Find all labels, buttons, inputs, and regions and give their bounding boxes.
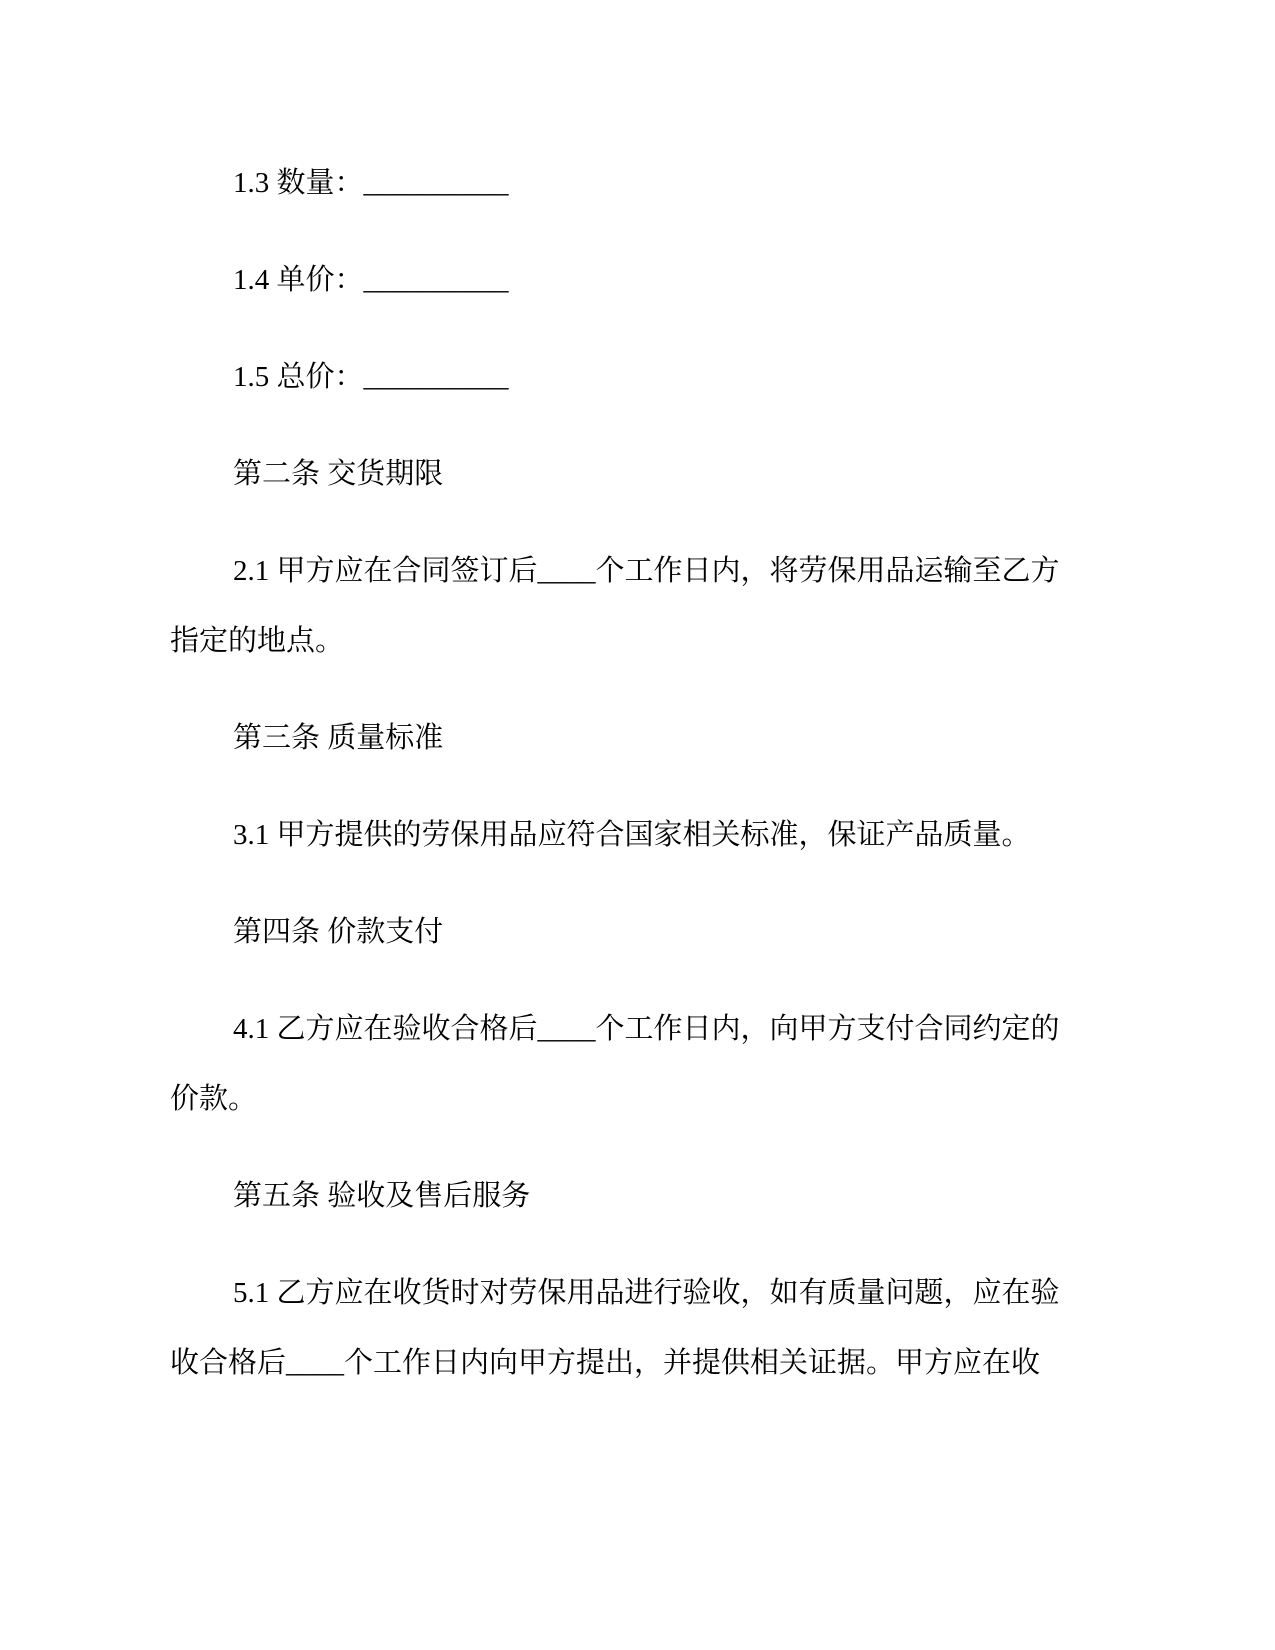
- heading-text: 第二条 交货期限: [233, 458, 444, 490]
- clause-3-1-quality: [170, 800, 1107, 870]
- clause-1-3-quantity: [170, 148, 1107, 218]
- clause-1-4-unit-price: [170, 245, 1107, 315]
- article-4-heading: [170, 897, 1107, 967]
- clause-text-continuation: 收合格后____个工作日内向甲方提出，并提供相关证据。甲方应在收: [170, 1347, 1041, 1379]
- clause-1-5-total-price: [170, 342, 1107, 412]
- article-3-heading: [170, 703, 1107, 773]
- clause-2-1-delivery: [170, 536, 1107, 676]
- clause-text: 3.1 甲方提供的劳保用品应符合国家相关标准，保证产品质量。: [233, 819, 1031, 851]
- heading-text: 第三条 质量标准: [233, 722, 444, 754]
- heading-text: 第四条 价款支付: [233, 916, 444, 948]
- clause-text: 1.3 数量：__________: [233, 167, 509, 199]
- clause-text: 4.1 乙方应在验收合格后____个工作日内，向甲方支付合同约定的: [233, 1013, 1060, 1045]
- article-2-heading: [170, 439, 1107, 509]
- heading-text: 第五条 验收及售后服务: [233, 1180, 531, 1212]
- clause-text: 1.5 总价：__________: [233, 361, 509, 393]
- clause-4-1-payment: [170, 994, 1107, 1134]
- clause-5-1-acceptance: [170, 1258, 1107, 1398]
- clause-text: 2.1 甲方应在合同签订后____个工作日内，将劳保用品运输至乙方: [233, 555, 1060, 587]
- clause-text-continuation: 指定的地点。: [170, 625, 345, 657]
- clause-text: 5.1 乙方应在收货时对劳保用品进行验收，如有质量问题，应在验: [233, 1277, 1060, 1309]
- clause-text-continuation: 价款。: [170, 1083, 258, 1115]
- clause-text: 1.4 单价：__________: [233, 264, 509, 296]
- article-5-heading: [170, 1161, 1107, 1231]
